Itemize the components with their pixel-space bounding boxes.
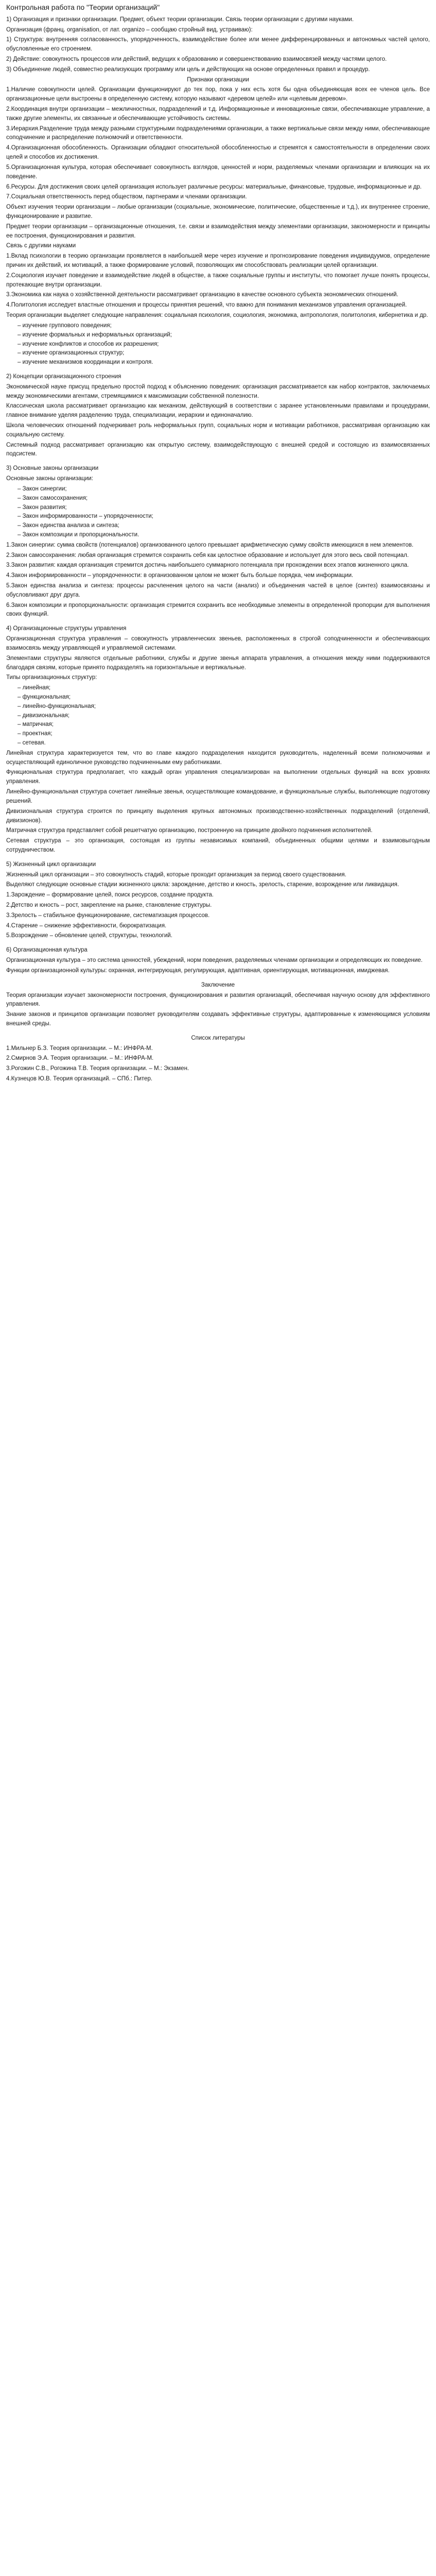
list-item: – матричная;	[18, 720, 430, 730]
sign-paragraph: 1.Наличие совокупности целей. Организации функционируют до тех пор, пока у них есть хотя бы одна объединяющая всех ее членов цель. Все организационные цели выстроены в определенную систему, которую называют «деревом целей» или «целевым деревом».	[6, 87, 430, 103]
paragraph: Дивизиональная структура строится по принципу выделения крупных автономных производственно-хозяйственных подразделений (отделений, дивизионов).	[6, 808, 430, 824]
list-item: – изучение механизмов координации и контроля.	[18, 358, 430, 367]
paragraph: 5.Возрождение – обновление целей, структуры, технологий.	[6, 933, 172, 939]
section-heading: Связь с другими науками	[6, 243, 76, 249]
paragraph: Организационная культура – это система ценностей, убеждений, норм поведения, разделяемых членами организации и определяющих их поведение.	[6, 957, 423, 964]
paragraph: Сетевая структура – это организация, состоящая из группы независимых компаний, объединенных общими целями и взаимовыгодным сотрудничеством.	[6, 838, 430, 853]
list-item: – Закон самосохранения;	[18, 494, 430, 503]
link-paragraph: 4.Политология исследует властные отношения и процессы принятия решений, что важно для понимания механизмов управления организацией.	[6, 302, 407, 309]
paragraph: Классическая школа рассматривает организацию как механизм, действующий в соответствии с заранее установленными правилами и процедурами, главное внимание уделяя разделению труда, специализации, иерархии и единоначалию.	[6, 403, 430, 419]
paragraph: 1.Зарождение – формирование целей, поиск ресурсов, создание продукта.	[6, 892, 214, 899]
subject-paragraph: Предмет теории организации – организационные отношения, т.е. связи и взаимодействия между элементами организации, закономерности и принципы ее построения, функционирования и развития.	[6, 223, 430, 239]
intro-paragraph: 1) Структура: внутренняя согласованность, упорядоченность, взаимодействие более или менее дифференцированных и автономных частей целого, обусловленные его строением.	[6, 37, 430, 53]
s6-section	[6, 956, 430, 976]
s4-section	[6, 635, 430, 672]
paragraph: 3.Зрелость – стабильное функционирование, систематизация процессов.	[6, 912, 210, 919]
list-item: – Закон развития;	[18, 503, 430, 513]
intro-paragraph: 3) Объединение людей, совместно реализующих программу или цель и действующих на основе определенных правил и процедур.	[6, 66, 370, 73]
s5-section	[6, 871, 430, 941]
sign-paragraph: 3.Иерархия.Разделение труда между разными структурными подразделениями организации, а также вертикальные связи между ними, обеспечивающие соподчинение и распределение полномочий и ответственности.	[6, 125, 430, 141]
laws-list	[6, 485, 430, 540]
paragraph: 2.Закон самосохранения: любая организация стремится сохранить себя как целостное образование и использует для этого весь свой потенциал.	[6, 552, 409, 558]
intro-paragraph: Организация (франц. organisation, от лат. organizo – сообщаю стройный вид, устраиваю):	[6, 26, 253, 33]
list-item: – линейная;	[18, 684, 430, 693]
list-item: – Закон информированности – упорядоченности;	[18, 512, 430, 521]
section-heading: Список литературы	[191, 1035, 245, 1041]
section-heading: 5) Жизненный цикл организации	[6, 861, 96, 868]
link-paragraph: 2.Социология изучает поведение и взаимодействие людей в обществе, а также социальные группы и институты, что помогает лучше понять процессы, протекающие внутри организации.	[6, 272, 430, 288]
list-item: – изучение формальных и неформальных организаций;	[18, 331, 430, 340]
paragraph: Функции организационной культуры: охранная, интегрирующая, регулирующая, адаптивная, ориентирующая, мотивационная, имиджевая.	[6, 967, 390, 974]
links-section	[6, 252, 430, 310]
list-item: – Закон синергии;	[18, 485, 430, 494]
document	[0, 0, 436, 1106]
reference-item: 3.Рогожин С.В., Рогожина Т.В. Теория организации. – М.: Экзамен.	[6, 1065, 189, 1072]
paragraph: 5.Закон единства анализа и синтеза: процессы расчленения целого на части (анализ) и объединения частей в целое (синтез) взаимосвязаны и обусловливают друг друга.	[6, 583, 430, 598]
paragraph: Элементами структуры являются отдельные работники, службы и другие звенья аппарата управления, а отношения между ними поддерживаются благодаря связям, которые принято подразделять на горизонтальные и вертикальные.	[6, 655, 430, 671]
paragraph: Выделяют следующие основные стадии жизненного цикла: зарождение, детство и юность, зрелость, старение, возрождение или ликвидация.	[6, 882, 399, 888]
list-item: – сетевая.	[18, 739, 430, 748]
list-item: – Закон композиции и пропорциональности.	[18, 531, 430, 540]
list-item: – изучение организационных структур;	[18, 349, 430, 358]
paragraph: 6.Закон композиции и пропорциональности: организация стремится сохранить все необходимые элементы в определенной пропорции для выполнения своих функций.	[6, 602, 430, 618]
link-paragraph: 3.Экономика как наука о хозяйственной деятельности рассматривает организацию в качестве основного субъекта экономических отношений.	[6, 292, 398, 298]
fields-intro: Теория организации выделяет следующие направления: социальная психология, социология, экономика, антропология, политология, кибернетика и др.	[6, 312, 428, 319]
intro-paragraph: 1) Организация и признаки организации. Предмет, объект теории организации. Связь теории организации с другими науками.	[6, 16, 354, 23]
paragraph: 4.Закон информированности – упорядоченности: в организованном целом не может быть больше порядка, чем информации.	[6, 572, 354, 579]
types-list	[6, 684, 430, 748]
s2-section	[6, 383, 430, 460]
paragraph: Жизненный цикл организации – это совокупность стадий, которые проходит организация за период своего существования.	[6, 871, 346, 878]
sign-paragraph: 5.Организационная культура, которая обеспечивает совокупность взглядов, ценностей и норм, разделяемых членами организации и влияющих на их поведение.	[6, 164, 430, 180]
conclusion-section	[6, 991, 430, 1029]
paragraph: Организационная структура управления – совокупность управленческих звеньев, расположенных в строгой соподчиненности и обеспечивающих взаимосвязь между управляющей и управляемой системами.	[6, 636, 430, 651]
reference-item: 2.Смирнов Э.А. Теория организации. – М.: ИНФРА-М.	[6, 1055, 154, 1062]
section-heading: Заключение	[201, 981, 235, 988]
section-heading: 6) Организационная культура	[6, 947, 88, 954]
sign-paragraph: 2.Координация внутри организации – межличностных, подразделений и т.д. Информационные и инновационные связи, обеспечивающие управление, а также другие элементы, их связанные и обеспечивающие устойчивость системы.	[6, 106, 430, 122]
paragraph: 4.Старение – снижение эффективности, бюрократизация.	[6, 922, 167, 929]
paragraph: Школа человеческих отношений подчеркивает роль неформальных групп, социальных норм и мотивации работников, рассматривая организацию как социальную систему.	[6, 422, 430, 438]
paragraph: Линейно-функциональная структура сочетает линейные звенья, осуществляющие командование, и функциональные службы, выполняющие подготовку решений.	[6, 789, 430, 804]
section-heading: Признаки организации	[187, 76, 249, 83]
types-desc-section	[6, 749, 430, 855]
sign-paragraph: 7.Социальная ответственность перед обществом, партнерами и членами организации.	[6, 194, 247, 200]
section-heading: 3) Основные законы организации	[6, 465, 99, 472]
list-item: – Закон единства анализа и синтеза;	[18, 521, 430, 531]
document-title: Контрольная работа по "Теории организаций"	[6, 3, 160, 11]
paragraph: 2.Детство и юность – рост, закрепление на рынке, становление структуры.	[6, 902, 212, 908]
laws-intro: Основные законы организации:	[6, 476, 93, 482]
section-heading: 2) Концепции организационного строения	[6, 373, 121, 380]
reference-item: 4.Кузнецов Ю.В. Теория организаций. – СПб.: Питер.	[6, 1076, 153, 1082]
paragraph: Знание законов и принципов организации позволяет руководителям создавать эффективные структуры, адаптированные к изменяющимся условиям внешней среды.	[6, 1011, 430, 1027]
paragraph: Линейная структура характеризуется тем, что во главе каждого подразделения находится руководитель, наделенный всеми полномочиями и осуществляющий единоличное руководство подчиненными ему работниками.	[6, 750, 430, 766]
paragraph: 1.Закон синергии: сумма свойств (потенциалов) организованного целого превышает арифметическую сумму свойств имеющихся в нем элементов.	[6, 541, 414, 548]
sign-paragraph: 6.Ресурсы. Для достижения своих целей организация использует различные ресурсы: материальные, финансовые, трудовые, информационные и др.	[6, 183, 422, 190]
paragraph: Теория организации изучает закономерности построения, функционирования и развития организаций, обеспечивая научную основу для эффективного управления.	[6, 992, 430, 1008]
list-item: – дивизиональная;	[18, 711, 430, 721]
signs-section	[6, 86, 430, 202]
sign-paragraph: 4.Организационная обособленность. Организации обладают относительной обособленностью и стремятся к самостоятельности в определении своих целей и способов их достижения.	[6, 145, 430, 161]
literature-section	[6, 1044, 430, 1084]
intro-paragraph: 2) Действие: совокупность процессов или действий, ведущих к образованию и совершенствованию взаимосвязей между частями целого.	[6, 56, 387, 62]
list-item: – проектная;	[18, 730, 430, 739]
paragraph: 3.Закон развития: каждая организация стремится достичь наибольшего суммарного потенциала при прохождении всех этапов жизненного цикла.	[6, 562, 409, 569]
paragraph: Системный подход рассматривает организацию как открытую систему, взаимодействующую с внешней средой и состоящую из взаимосвязанных подсистем.	[6, 442, 430, 457]
list-item: – функциональная;	[18, 693, 430, 702]
fields-list	[6, 321, 430, 367]
link-paragraph: 1.Вклад психологии в теорию организации проявляется в наибольшей мере через изучение и прогнозирование поведения индивидуумов, определение причин их действий, их мотиваций, а также формирование условий, позволяющих им способствовать реализации целей организации.	[6, 253, 430, 268]
section-heading: 4) Организационные структуры управления	[6, 625, 127, 632]
object-paragraph: Объект изучения теории организации – любые организации (социальные, экономические, политические, общественные и т.д.), их внутреннее строение, функционирование и развитие.	[6, 204, 430, 219]
types-intro: Типы организационных структур:	[6, 674, 97, 681]
paragraph: Экономической науке присущ предельно простой подход к объяснению поведения: организация рассматривается как набор контрактов, заключаемых между экономическими агентами, стремящимися к максимизации собственной полезности.	[6, 383, 430, 399]
reference-item: 1.Мильнер Б.З. Теория организации. – М.: ИНФРА-М.	[6, 1045, 153, 1052]
intro-section	[6, 15, 430, 75]
paragraph: Матричная структура представляет собой решетчатую организацию, построенную на принципе двойного подчинения исполнителей.	[6, 827, 373, 834]
list-item: – линейно-функциональная;	[18, 702, 430, 711]
list-item: – изучение группового поведения;	[18, 321, 430, 331]
laws-desc-section	[6, 541, 430, 620]
list-item: – изучение конфликтов и способов их разрешения;	[18, 340, 430, 349]
paragraph: Функциональная структура предполагает, что каждый орган управления специализирован на выполнении отдельных функций на всех уровнях управления.	[6, 769, 430, 785]
